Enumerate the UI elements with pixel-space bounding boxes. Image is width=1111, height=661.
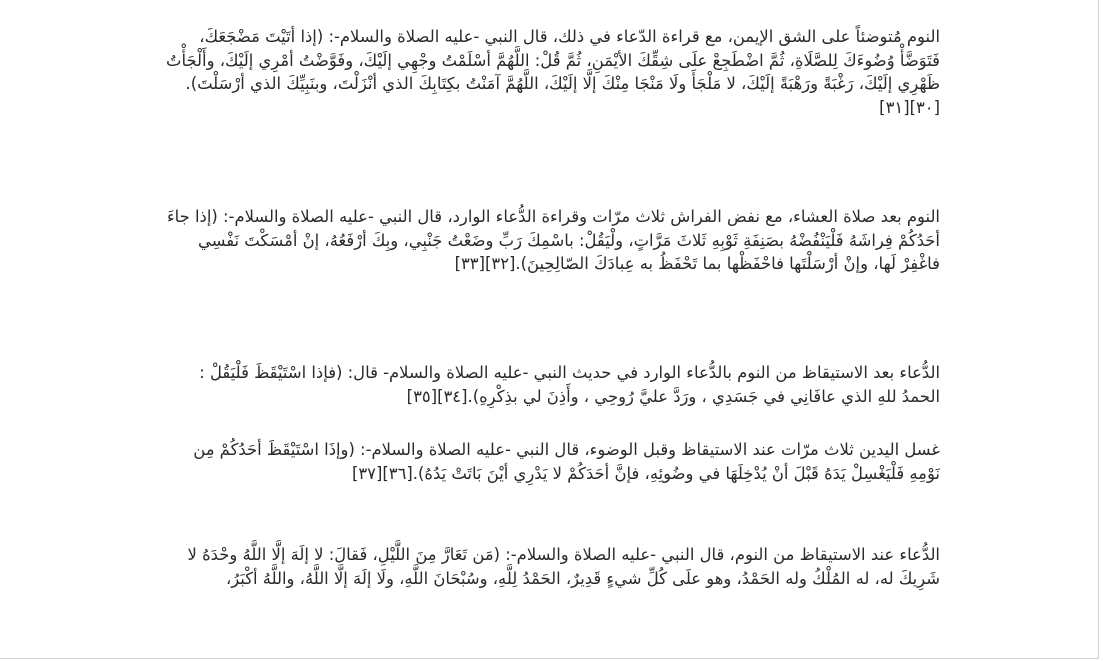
paragraph-washing-hands: غسل اليدين ثلاث مرّات عند الاستيقاظ وقبل الوضوء، قال النبي -عليه الصلاة والسلام-: (وإذَا اسْتَيْقَظَ أحَدُكُمْ مِن نَوْمِهِ فَلْيَغْسِلْ يَدَهُ قَبْلَ أنْ يُدْخِلَهَا في وضُوئِهِ، فإنَّ أحَدَكُمْ لا يَدْرِي أيْنَ بَاتَتْ يَدُهُ).[٣٦][٣٧]: [193, 440, 940, 483]
paragraph-sleep-after-isha: النوم بعد صلاة العشاء، مع نفض الفراش ثلاث مرّات وقراءة الدُّعاء الوارد، قال النبي -عليه الصلاة والسلام-: (إذا جاءَ أحَدُكُمْ فِراشَهُ فَلْيَنْفُضْهُ بصَنِفَةِ ثَوْبِهِ ثَلاثَ مَرَّاتٍ، ولْيَقُلْ: باسْمِكَ رَبِّ وضَعْتُ جَنْبِي، وبِكَ أرْفَعُهُ، إنْ أمْسَكْتَ نَفْسِي فاغْفِرْ لَها، وإنْ أرْسَلْتَها فاحْفَظْها بما تَحْفَظُ به عِبادَكَ الصّالِحِينَ).[٣٢][٣٣]: [166, 207, 940, 273]
paragraph-waking-dua: الدُّعاء بعد الاستيقاظ من النوم بالدُّعاء الوارد في حديث النبي -عليه الصلاة والسلام- قال: (فإذا اسْتَيْقَظَ فَلْيَقُلْ : الحمدُ للهِ الذي عافَانِي في جَسَدِي ، ورَدَّ عليَّ رُوحِي ، وأَذِنَ لي بذِكْرِهِ).[٣٤][٣٥]: [199, 363, 940, 406]
paragraph-night-waking-dua: الدُّعاء عند الاستيقاظ من النوم، قال النبي -عليه الصلاة والسلام-: (مَن تَعَارَّ مِنَ اللَّيْلِ، فَقالَ: لا إلَهَ إلَّا اللَّهُ وحْدَهُ لا شَرِيكَ له، له المُلْكُ وله الحَمْدُ، وهو علَى كُلِّ شيءٍ قَدِيرٌ، الحَمْدُ لِلَّهِ، وسُبْحَانَ اللَّهِ، ولَا إلَهَ إلَّا اللَّهُ، واللَّهُ أكْبَرُ،: [187, 545, 940, 588]
paragraph-sleep-on-right-side: النوم مُتوضئاً على الشق الإيمن، مع قراءة الدّعاء في ذلك، قال النبي -عليه الصلاة والسلام-: (إذا أتَيْتَ مَضْجَعَكَ، فَتَوَضَّأْ وُضُوءَكَ لِلصَّلَاةِ، ثُمَّ اضْطَجِعْ علَى شِقِّكَ الأيْمَنِ، ثُمَّ قُلْ: اللَّهُمَّ أسْلَمْتُ وجْهِي إلَيْكَ، وفَوَّضْتُ أمْرِي إلَيْكَ، وأَلْجَأْتُ ظَهْرِي إلَيْكَ، رَغْبَةً ورَهْبَةً إلَيْكَ، لا مَلْجَأَ ولَا مَنْجَا مِنْكَ إلَّا إلَيْكَ، اللَّهُمَّ آمَنْتُ بكِتَابِكَ الذي أنْزَلْتَ، وبنَبِيِّكَ الذي أرْسَلْتَ).[٣٠][٣١]: [166, 27, 940, 117]
